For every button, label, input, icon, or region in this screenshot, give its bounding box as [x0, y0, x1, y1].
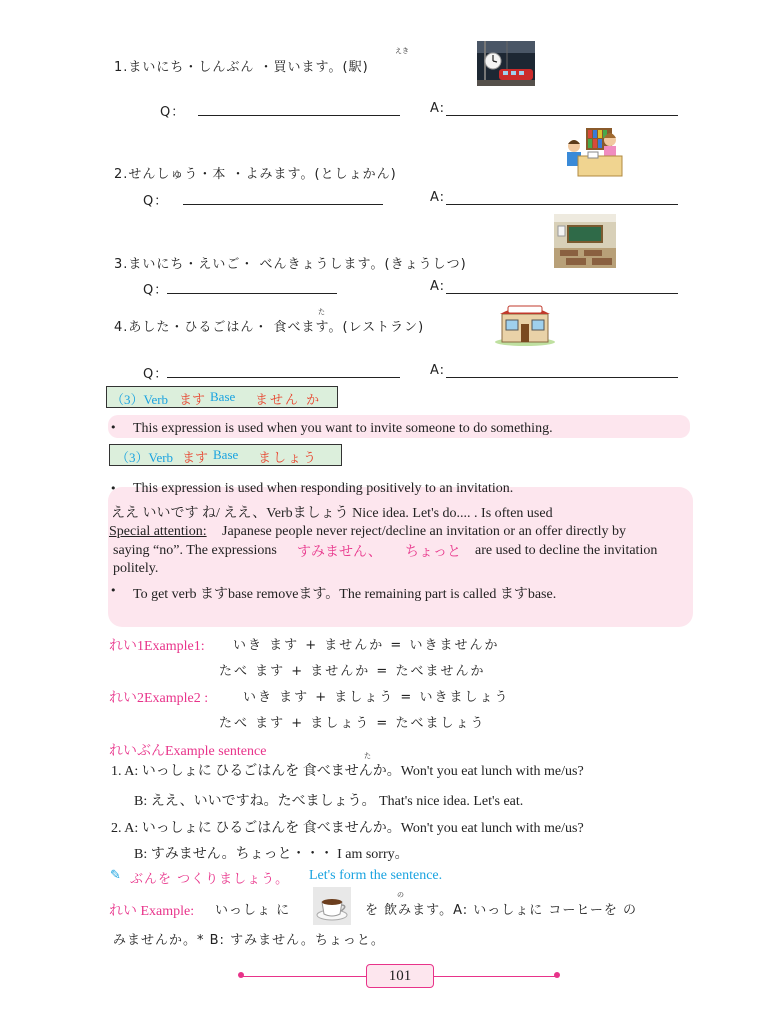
special-text2a: saying “no”. The expressions — [113, 543, 277, 558]
special-sumimasen: すみません、 — [297, 544, 382, 560]
example1-label: れい1Example1: — [109, 639, 205, 654]
example2-label: れい2Example2 : — [109, 691, 209, 706]
exercise-2: 2.せんしゅう・本 ・よみます。(としょかん) — [114, 167, 397, 182]
example2-row1: いき ます + ましょう = いきましょう — [243, 690, 510, 705]
bullet3-dot: • — [110, 584, 117, 597]
a-answer-line-3[interactable] — [446, 293, 678, 294]
q-label-4: Q： — [143, 367, 169, 382]
rei-example-part1: いっしょ に — [215, 903, 291, 918]
section-header-masen-ka — [106, 386, 338, 408]
example1-row1: いき ます + ませんか = いきませんか — [233, 638, 500, 653]
special-text3: politely. — [113, 561, 159, 576]
train-station-image — [477, 41, 535, 86]
bullet2-dot: • — [110, 482, 117, 495]
section-header-mashou — [109, 444, 342, 466]
section1-base: Base — [210, 389, 236, 404]
classroom-image — [554, 214, 616, 268]
q-label-2: Q： — [143, 194, 169, 209]
exercise-3: 3.まいにち・えいご・ べんきょうします。(きょうしつ) — [114, 257, 467, 272]
sentence1-ruby: た — [364, 752, 371, 760]
q-answer-line-3[interactable] — [167, 293, 337, 294]
section2-masu: ます — [182, 451, 209, 466]
pencil-icon: ✎ — [110, 868, 121, 883]
a-label-2: A: — [430, 190, 446, 205]
page-number-badge — [366, 964, 434, 988]
a-answer-line-4[interactable] — [446, 377, 678, 378]
sentence1-a: 1. A: いっしょに ひるごはんを 食べませんか。Won't you eat lunch with me/us? — [111, 764, 584, 779]
bullet1-dot: • — [110, 421, 117, 434]
q-label-3: Q： — [143, 283, 169, 298]
special-text1: Japanese people never reject/decline an invitation or an offer directly by — [222, 524, 627, 539]
section2-phrase: ましょう — [258, 451, 319, 466]
rei-example-label: れい Example: — [109, 904, 195, 919]
a-answer-line-2[interactable] — [446, 204, 678, 205]
section1-phrase: ません か — [255, 393, 322, 408]
section2-prefix: （3）Verb — [116, 450, 174, 465]
q-answer-line-1[interactable] — [198, 115, 400, 116]
section2-base: Base — [213, 447, 239, 462]
rei-example-ruby: の — [397, 891, 404, 899]
exercise-4-ruby: た — [318, 308, 325, 316]
sentence2-b: B: すみません。ちょっと・・・ I am sorry。 — [134, 847, 409, 862]
special-label: Special attention: — [109, 524, 207, 539]
library-image — [560, 126, 625, 178]
exercise-4: 4.あした・ひるごはん・ 食べます。(レストラン) — [114, 320, 425, 335]
section1-masu: ます — [179, 393, 206, 408]
form-header-jp: ぶんを つくりましょう。 — [130, 872, 290, 887]
bullet3-text: To get verb ますbase removeます。The remaining part is called ますbase. — [133, 587, 557, 602]
q-answer-line-2[interactable] — [183, 204, 383, 205]
restaurant-image — [494, 300, 556, 346]
rei-example-part2: を 飲みます。A: いっしょに コーヒーを の — [365, 903, 638, 918]
page-number-line-left — [242, 976, 368, 977]
special-text2b: are used to decline the invitation — [475, 543, 658, 558]
ee-line: ええ いいです ね/ ええ、Verbましょう Nice idea. Let's do.... . Is often used — [111, 506, 553, 521]
special-chotto: ちょっと — [405, 544, 461, 560]
q-answer-line-4[interactable] — [167, 377, 400, 378]
bullet2-text: This expression is used when responding positively to an invitation. — [133, 481, 514, 496]
sentence-header: れいぶんExample sentence — [109, 744, 267, 759]
exercise-1: 1.まいにち・しんぶん ・買います。(駅) — [114, 60, 369, 75]
a-label-3: A: — [430, 279, 446, 294]
section1-prefix: （3）Verb — [111, 392, 169, 407]
a-answer-line-1[interactable] — [446, 115, 678, 116]
a-label-1: A: — [430, 101, 446, 116]
example2-row2: たべ ます + ましょう = たべましょう — [219, 716, 486, 731]
sentence2-a: 2. A: いっしょに ひるごはんを 食べませんか。Won't you eat lunch with me/us? — [111, 821, 584, 836]
page-number-dot-right — [554, 972, 560, 978]
coffee-cup-image — [313, 887, 351, 925]
page-number-line-right — [432, 976, 556, 977]
exercise-1-ruby: えき — [395, 47, 409, 55]
page-number: 101 — [388, 968, 412, 984]
page-number-dot-left — [238, 972, 244, 978]
q-label-1: Q： — [160, 105, 186, 120]
a-label-4: A: — [430, 363, 446, 378]
bullet1-text: This expression is used when you want to invite someone to do something. — [133, 421, 553, 436]
sentence1-b: B: ええ、いいですね。たべましょう。 That's nice idea. Let's eat. — [134, 794, 524, 809]
rei-example-line2: みませんか。* B: すみません。ちょっと。 — [113, 933, 385, 948]
example1-row2: たべ ます + ませんか = たべませんか — [219, 664, 486, 679]
form-header-en: Let's form the sentence. — [309, 868, 443, 883]
